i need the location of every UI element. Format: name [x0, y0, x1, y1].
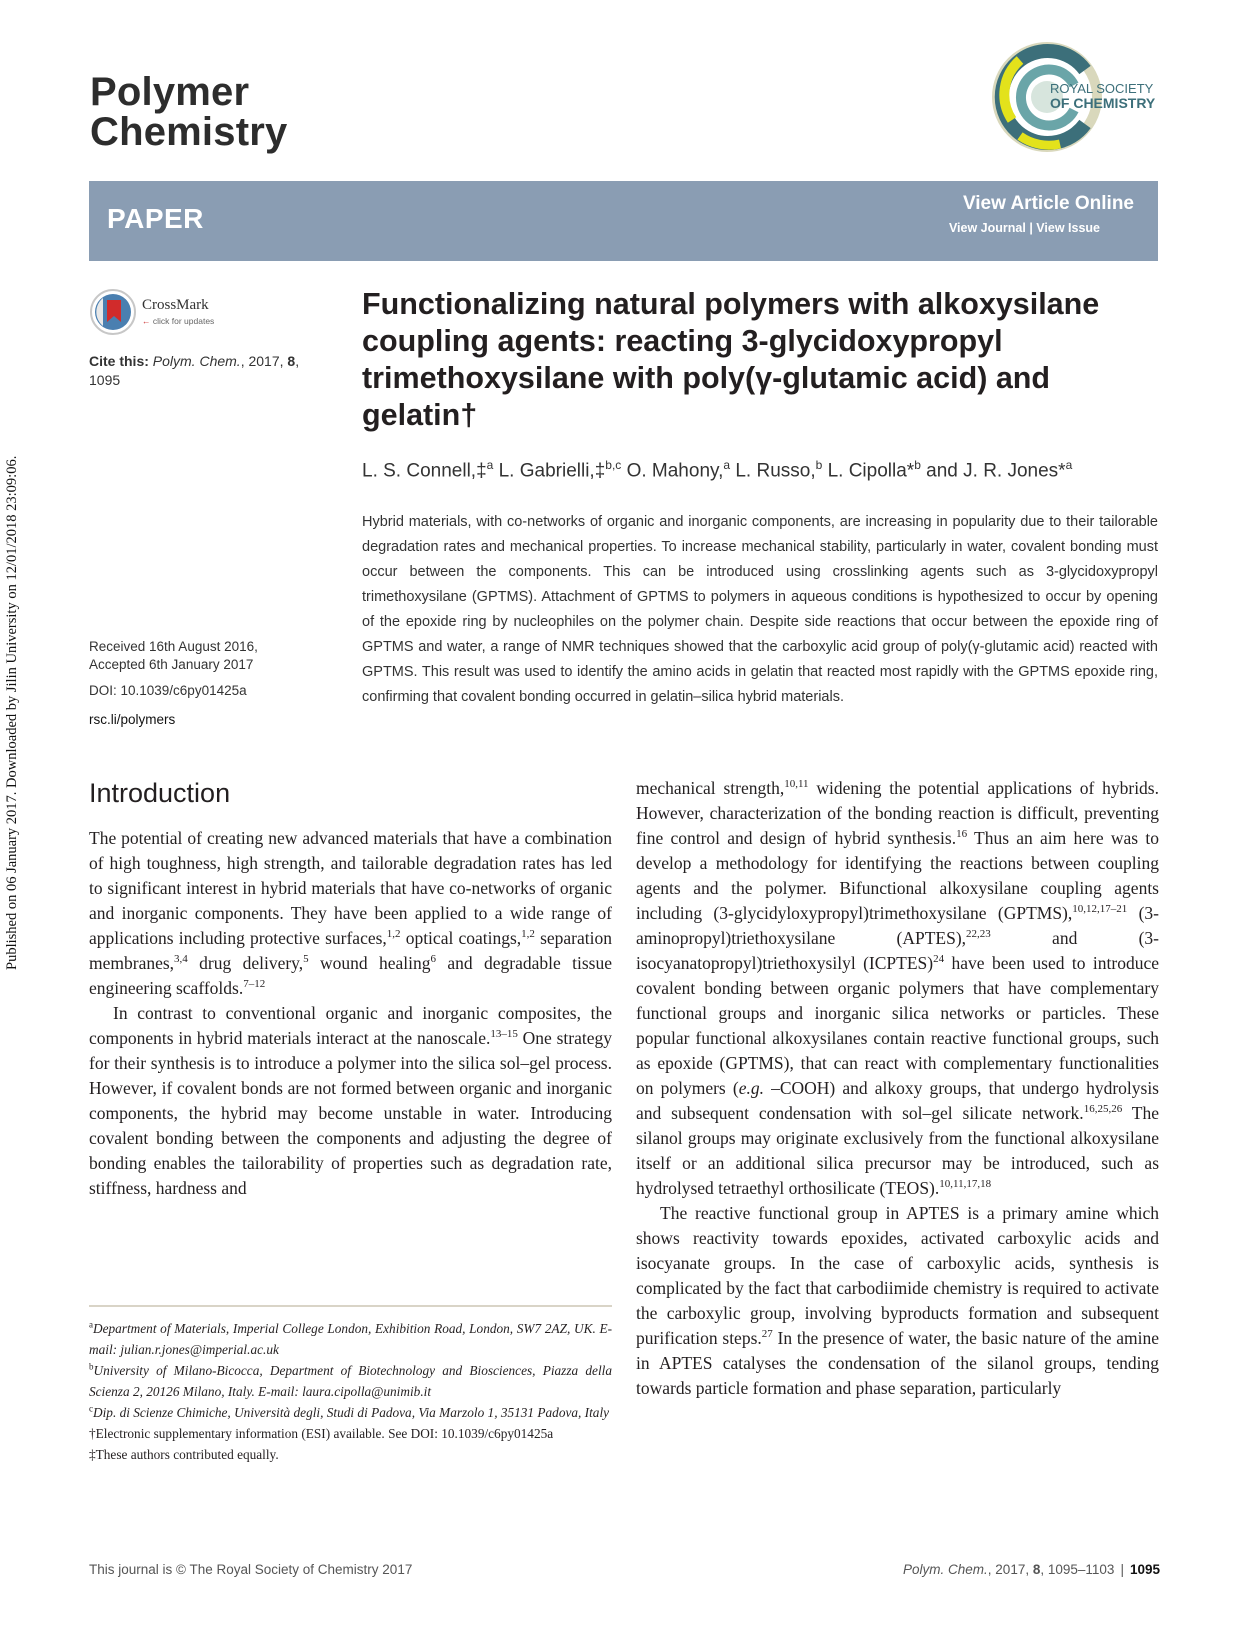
footnote-text: University of Milano-Bicocca, Department of Biotechnology and Biosciences, Piazza della Scienza 2, 20126 Milano, Italy. E-mail: laura.cipolla@unimib.it [89, 1363, 612, 1399]
citation-ref: 27 [761, 1328, 773, 1341]
author-name: L. Cipolla* [822, 460, 915, 482]
text-run: The reactive functional group in APTES is a primary amine which shows reactivity towards epoxides, activated carboxylic acids and isocyanate groups. In the case of carboxylic acids, synthesis is complicated by the fact that carbodiimide chemistry is required to activate the carboxylic group, involving byproducts formation and subsequent purification steps. [636, 1203, 1159, 1348]
text-run: The silanol groups may originate exclusively from the functional alkoxysilane itself or an additional silica precursor may be introduced, such as hydrolysed tetraethyl orthosilicate (TEOS). [636, 1103, 1159, 1198]
text-run: separation membranes, [89, 928, 612, 973]
author-name: L. S. Connell,‡ [362, 460, 487, 482]
footnote-text: Dip. di Scienze Chimiche, Università degli, Studi di Padova, Via Marzolo 1, 35131 Padova, Italy [93, 1405, 610, 1420]
footnotes [89, 1318, 612, 1465]
text-run: The potential of creating new advanced materials that have a combination of high toughness, high strength, and tailorable degradation rates has led to significant interest in hybrid materials that have co-networks of organic and inorganic components. They have been applied to a wide range of applications including protective surfaces, [89, 828, 612, 948]
footnote [89, 1444, 612, 1465]
citation-ref: 13–15 [490, 1028, 518, 1041]
text-run: wound healing [308, 953, 431, 973]
text-run: optical coatings, [400, 928, 522, 948]
view-article-online-link[interactable]: View Article Online [962, 193, 1134, 214]
citation-ref: 10,11 [784, 778, 809, 791]
crossmark-label: CrossMark [142, 297, 209, 313]
citation-ref: 1,2 [386, 928, 401, 941]
footer-separator: | [1120, 1562, 1124, 1577]
view-journal-link[interactable]: View Journal [948, 221, 1026, 235]
page-number: 1095 [1129, 1562, 1160, 1577]
crossmark-badge[interactable] [89, 288, 229, 338]
download-watermark: Published on 06 January 2017. Downloaded by Jilin University on 12/01/2018 23:09:06. [4, 455, 20, 970]
author-name: and J. R. Jones* [920, 460, 1066, 482]
rsc-logo-line2: OF CHEMISTRY [1050, 95, 1156, 111]
cite-year: , 2017, [240, 353, 288, 369]
footer-pages: , 1095–1103 [1040, 1562, 1115, 1577]
cite-prefix: Cite this: [89, 353, 149, 369]
footnote-marker: b [89, 1361, 94, 1372]
citation-ref: 10,12,17–21 [1072, 903, 1128, 916]
footer-citation [903, 1562, 1160, 1577]
footnote-text: Department of Materials, Imperial College London, Exhibition Road, London, SW7 2AZ, UK. E-mail: julian.r.jones@imperial.ac.uk [89, 1321, 612, 1357]
crossmark-sublabel: ← click for updates [142, 316, 215, 326]
citation-ref: 1,2 [521, 928, 535, 941]
text-run: One strategy for their synthesis is to introduce a polymer into the silica sol–gel process. However, if covalent bonds are not formed between organic and inorganic components, the hybrid may become unstable in water. Introducing covalent bonding between the components and adjusting the degree of bonding enables the tailorability of properties such as degradation rate, stiffness, hardness and [89, 1028, 612, 1198]
author-name: O. Mahony, [621, 460, 724, 482]
author-affiliation: b [815, 458, 823, 472]
author-name: L. Russo, [730, 460, 816, 482]
banner-separator: | [1029, 221, 1033, 235]
author-list [362, 458, 1162, 482]
article-type-label: PAPER [107, 203, 204, 234]
italic-text: e.g. [738, 1078, 764, 1098]
citation-info [89, 352, 319, 390]
text-run: In contrast to conventional organic and inorganic composites, the components in hybrid materials interact at the nanoscale. [89, 1003, 612, 1048]
rsc-logo-line1: ROYAL SOCIETY [1050, 81, 1154, 96]
body-paragraph [636, 1201, 1159, 1401]
footnote-marker: c [89, 1403, 93, 1414]
text-run: (3-aminopropyl)triethoxysilane (APTES), [636, 903, 1159, 948]
text-run: drug delivery, [187, 953, 304, 973]
text-run: widening the potential applications of hybrids. However, characterization of the bonding reaction is difficult, preventing fine control and design of hybrid synthesis. [636, 778, 1159, 848]
text-run: Thus an aim here was to develop a methodology for identifying the reactions between coupling agents and the polymer. Bifunctional alkoxysilane coupling agents including (3-glycidyloxypropyl)trimethoxysilane (GPTMS), [636, 828, 1159, 923]
citation-ref: 16 [956, 828, 968, 841]
abstract: Hybrid materials, with co-networks of organic and inorganic components, are increasing in popularity due to their tailorable degradation rates and mechanical properties. To increase mechanical stability, particularly in water, covalent bonding must occur between the components. This can be introduced using crosslinking agents such as 3-glycidoxypropyl trimethoxysilane (GPTMS). Attachment of GPTMS to polymers in aqueous conditions is hypothesized to occur by opening of the epoxide ring by nucleophiles on the polymer chain. Despite side reactions that occur between the epoxide ring of GPTMS and water, a range of NMR techniques showed that the carboxylic acid group of poly(γ-glutamic acid) reacted with GPTMS. This result was used to identify the amino acids in gelatin that reacted most rapidly with the GPTMS epoxide ring, confirming that covalent bonding occurred in gelatin–silica hybrid materials. [362, 514, 1158, 705]
rsc-logo-text [1050, 82, 1155, 110]
author-name: L. Gabrielli,‡ [493, 460, 606, 482]
view-issue-link[interactable]: View Issue [1036, 221, 1100, 235]
banner-links [949, 221, 1100, 235]
footnote-text: †Electronic supplementary information (ESI) available. See DOI: 10.1039/c6py01425a [89, 1426, 554, 1441]
author-affiliation: b,c [605, 458, 622, 472]
citation-ref: 5 [303, 953, 309, 966]
cite-page: 1095 [89, 372, 121, 388]
footnote [89, 1318, 612, 1360]
journal-link[interactable]: rsc.li/polymers [89, 712, 176, 727]
footer-year: , 2017, [987, 1562, 1033, 1577]
cite-journal: Polym. Chem. [152, 353, 241, 369]
article-dates [89, 638, 319, 674]
text-run: have been used to introduce covalent bonding between organic polymers that have complementary functional groups and inorganic silica networks or particles. These popular functional alkoxysilanes contain reactive functional groups, such as epoxide (GPTMS), that can react with complementary functionalities on polymers ( [636, 953, 1159, 1098]
text-run: and (3-isocyanatopropyl)triethoxysilyl (ICPTES) [636, 928, 1159, 973]
citation-ref: 22,23 [966, 928, 991, 941]
body-paragraph [89, 1001, 612, 1201]
author-affiliation: b [914, 458, 921, 472]
author-affiliation: a [1065, 458, 1073, 472]
citation-ref: 24 [933, 953, 945, 966]
body-paragraph [636, 776, 1159, 1201]
body-column-left [89, 826, 612, 1201]
footer-journal: Polym. Chem. [903, 1562, 988, 1577]
footnote [89, 1360, 612, 1402]
journal-title-line1: Polymer [90, 70, 250, 114]
author-affiliation: a [723, 458, 731, 472]
paper-title: Functionalizing natural polymers with alkoxysilane coupling agents: reacting 3-glycidoxypropyl trimethoxysilane with poly(γ-glutamic acid) and gelatin† [362, 287, 1100, 432]
text-run: mechanical strength, [636, 778, 785, 798]
accepted-date: Accepted 6th January 2017 [89, 657, 254, 672]
cite-suffix: , [295, 353, 300, 369]
cite-volume: 8 [287, 353, 296, 369]
crossmark-icon [89, 288, 137, 336]
footnote [89, 1402, 612, 1423]
section-heading-introduction: Introduction [89, 778, 231, 808]
footer-copyright: This journal is © The Royal Society of Chemistry 2017 [89, 1562, 413, 1577]
footer-volume: 8 [1032, 1562, 1041, 1577]
author-affiliation: a [486, 458, 494, 472]
text-run: and degradable tissue engineering scaffolds. [89, 953, 613, 998]
article-doi: DOI: 10.1039/c6py01425a [89, 683, 247, 698]
journal-title-line2: Chemistry [90, 110, 288, 154]
citation-ref: 16,25,26 [1083, 1103, 1123, 1116]
article-banner [89, 181, 1158, 261]
received-date: Received 16th August 2016, [89, 639, 258, 654]
citation-ref: 10,11,17,18 [939, 1178, 992, 1191]
footnote [89, 1423, 612, 1444]
body-column-right [636, 776, 1159, 1401]
citation-ref: 6 [430, 953, 437, 966]
citation-ref: 7–12 [243, 978, 266, 991]
body-paragraph [89, 826, 612, 1001]
footnote-text: ‡These authors contributed equally. [89, 1447, 279, 1462]
citation-ref: 3,4 [174, 953, 188, 966]
crossmark-arrow-icon: ← [142, 316, 151, 326]
text-run: –COOH) and alkoxy groups, that undergo hydrolysis and subsequent condensation with sol–gel silicate network. [636, 1078, 1159, 1123]
footnote-marker: a [89, 1319, 93, 1330]
text-run: In the presence of water, the basic nature of the amine in APTES catalyses the condensation of the silanol groups, tending towards particle formation and phase separation, particularly [636, 1328, 1159, 1398]
journal-title [90, 72, 287, 152]
footnote-divider [89, 1305, 612, 1307]
